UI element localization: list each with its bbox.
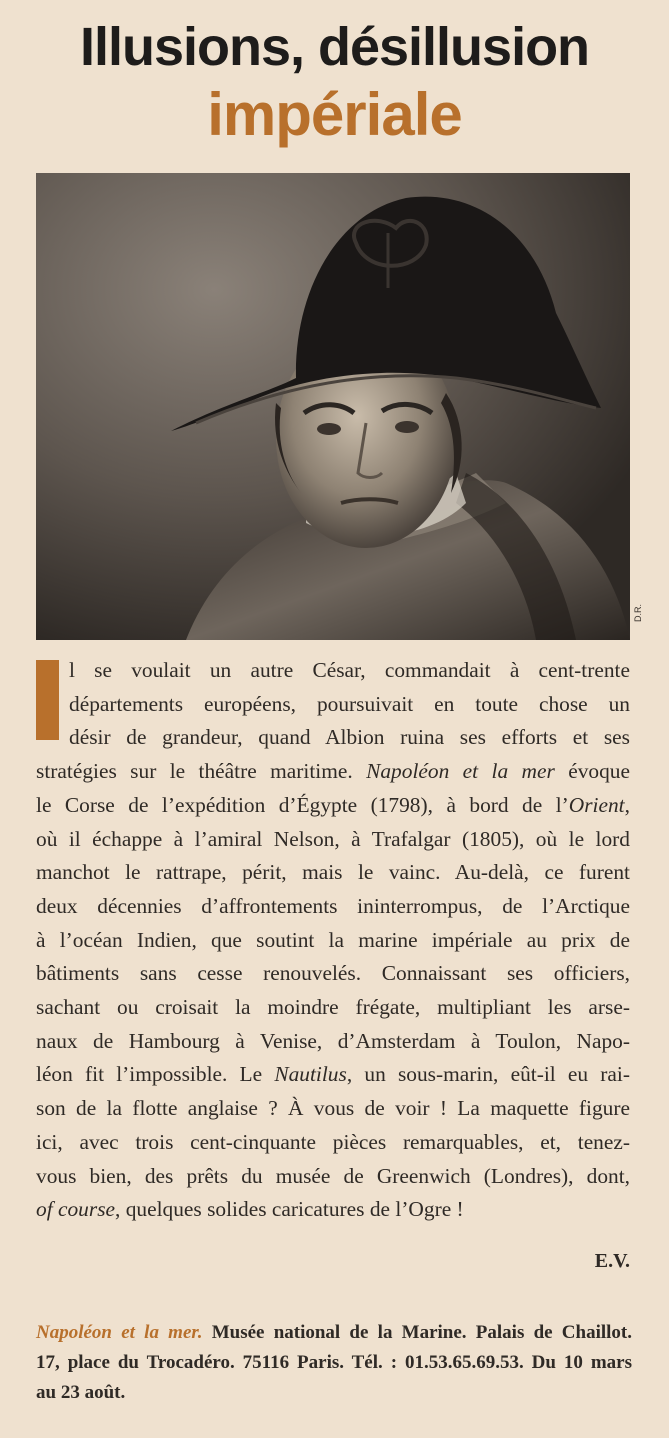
text-run: départements européens, poursuivait en toute chose un	[69, 691, 630, 716]
article-line	[36, 890, 630, 924]
photo-credit: D.R.	[633, 604, 643, 622]
text-run: vous bien, des prêts du musée de Greenwich (Londres), dont,	[36, 1163, 630, 1188]
text-run: léon fit l’impossible. Le	[36, 1062, 275, 1087]
headline-line2: impériale	[207, 81, 462, 148]
article-line	[36, 823, 630, 857]
italic-text: Napoléon et la mer	[366, 759, 555, 784]
text-run: l se voulait un autre César, commandait à cent-trente	[69, 658, 630, 682]
info-line2: 17, place du Trocadéro. 75116 Paris. Tél. : 01.53.65.69.53. Du 10 mars	[36, 1352, 632, 1373]
info-line3: au 23 août.	[36, 1382, 126, 1403]
article-line	[36, 1092, 630, 1126]
text-run: son de la flotte anglaise ? À vous de voir ! La maquette figure	[36, 1096, 630, 1121]
text-run: le Corse de l’expédition d’Égypte (1798), à bord de l’	[36, 792, 569, 817]
article-line	[36, 789, 630, 823]
info-line1: Musée national de la Marine. Palais de Chaillot.	[202, 1322, 632, 1343]
article-line	[36, 755, 630, 789]
text-run: ,	[624, 792, 630, 817]
article-line	[36, 1058, 630, 1092]
article-line	[36, 721, 630, 755]
text-run: , un sous-marin, eût-il eu rai-	[346, 1062, 630, 1087]
text-run: ici, avec trois cent-cinquante pièces remarquables, et, tenez-	[36, 1129, 630, 1154]
text-run: sachant ou croisait la moindre frégate, multipliant les arse-	[36, 995, 630, 1020]
text-run: évoque	[554, 759, 630, 784]
article-line	[36, 654, 630, 688]
article-line	[36, 1193, 630, 1227]
text-run: deux décennies d’affrontements ininterrompus, de l’Arctique	[36, 893, 630, 918]
portrait-photo	[36, 173, 630, 640]
author-signature: E.V.	[594, 1250, 630, 1272]
exhibition-title: Napoléon et la mer.	[36, 1322, 203, 1343]
text-run: naux de Hambourg à Venise, d’Amsterdam à Toulon, Napo-	[36, 1028, 630, 1053]
article-line	[36, 1126, 630, 1160]
article-line	[36, 1025, 630, 1059]
article-line	[36, 957, 630, 991]
article-line	[36, 1160, 630, 1194]
article-body	[36, 654, 630, 1227]
exhibition-info	[36, 1318, 632, 1408]
text-run: où il échappe à l’amiral Nelson, à Trafalgar (1805), où le lord	[36, 826, 630, 851]
text-run: à l’océan Indien, que soutint la marine impériale au prix de	[36, 927, 630, 952]
headline-line1: Illusions, désillusion	[79, 17, 590, 77]
article-line	[36, 924, 630, 958]
text-run: stratégies sur le théâtre maritime.	[36, 759, 367, 784]
text-run: désir de grandeur, quand Albion ruina ses efforts et ses	[69, 725, 630, 750]
text-run: bâtiments sans cesse renouvelés. Connaissant ses officiers,	[36, 961, 630, 986]
article-line	[36, 688, 630, 722]
italic-text: Orient	[568, 792, 625, 817]
article-line	[36, 856, 630, 890]
italic-text: Nautilus	[274, 1062, 347, 1087]
italic-text: of course	[36, 1197, 116, 1222]
article-line	[36, 991, 630, 1025]
text-run: manchot le rattrape, périt, mais le vainc. Au-delà, ce furent	[36, 860, 630, 885]
text-run: , quelques solides caricatures de l’Ogre !	[115, 1197, 464, 1222]
